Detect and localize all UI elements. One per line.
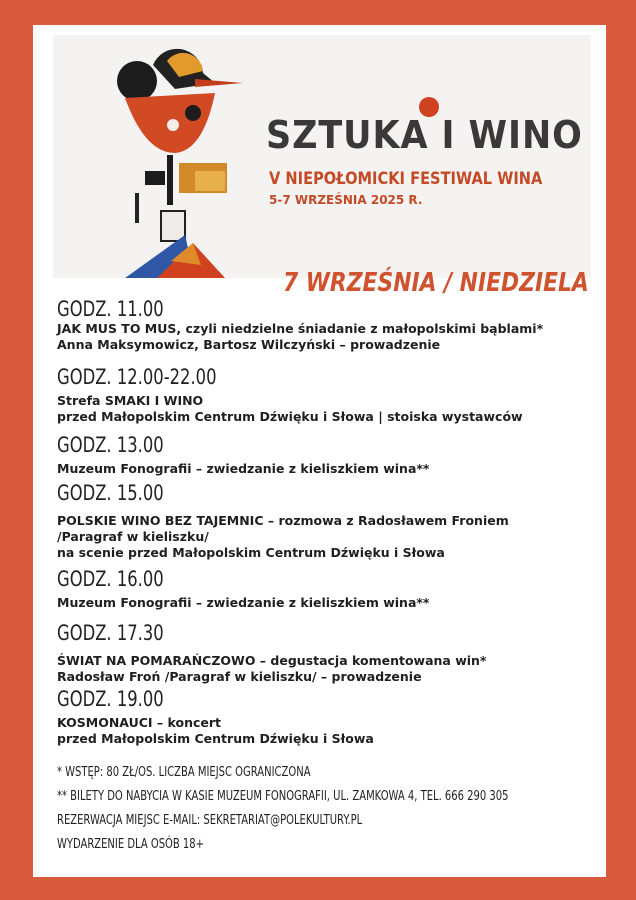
event-item xyxy=(57,297,543,353)
festival-title: SZTUKA I WINO xyxy=(266,113,583,157)
event-line: Anna Maksymowicz, Bartosz Wilczyński – prowadzenie xyxy=(57,337,441,352)
event-line: JAK MUS TO MUS, czyli niedzielne śniadanie z małopolskimi bąblami* xyxy=(57,321,544,336)
event-line: Strefa SMAKI I WINO xyxy=(57,393,204,408)
event-line: Muzeum Fonografii – zwiedzanie z kieliszkiem wina** xyxy=(57,595,430,610)
footnote-entry: * WSTĘP: 80 ZŁ/OS. LICZBA MIEJSC OGRANICZONA xyxy=(57,764,311,780)
footnote-tickets: ** BILETY DO NABYCIA W KASIE MUZEUM FONOGRAFII, UL. ZAMKOWA 4, TEL. 666 290 305 xyxy=(57,788,509,804)
event-item xyxy=(57,433,429,477)
event-line: Radosław Froń /Paragraf w kieliszku/ – prowadzenie xyxy=(57,669,422,684)
event-item xyxy=(57,567,429,611)
event-time: GODZ. 15.00 xyxy=(57,481,164,505)
festival-artwork-icon xyxy=(75,43,245,288)
poster-sheet xyxy=(33,25,606,877)
event-time: GODZ. 11.00 xyxy=(57,297,164,321)
event-item xyxy=(57,621,486,685)
event-line: KOSMONAUCI – koncert xyxy=(57,715,221,730)
event-time: GODZ. 17.30 xyxy=(57,621,164,645)
footnote-reservation: REZERWACJA MIEJSC E-MAIL: SEKRETARIAT@POLEKULTURY.PL xyxy=(57,812,363,828)
day-heading: 7 WRZEŚNIA / NIEDZIELA xyxy=(283,268,589,298)
event-line: przed Małopolskim Centrum Dźwięku i Słowa | stoiska wystawców xyxy=(57,409,523,424)
event-line: ŚWIAT NA POMARAŃCZOWO – degustacja komentowana win* xyxy=(57,653,487,668)
festival-subtitle: V NIEPOŁOMICKI FESTIWAL WINA xyxy=(269,169,543,189)
event-line: na scenie przed Małopolskim Centrum Dźwięku i Słowa xyxy=(57,545,445,560)
event-line: Muzeum Fonografii – zwiedzanie z kieliszkiem wina** xyxy=(57,461,430,476)
footnotes xyxy=(57,760,636,856)
festival-dates: 5-7 WRZEŚNIA 2025 R. xyxy=(269,193,423,207)
event-time: GODZ. 16.00 xyxy=(57,567,164,591)
event-item xyxy=(57,481,509,561)
event-time: GODZ. 13.00 xyxy=(57,433,164,457)
event-line: przed Małopolskim Centrum Dźwięku i Słowa xyxy=(57,731,374,746)
event-line: /Paragraf w kieliszku/ xyxy=(57,529,209,544)
event-item xyxy=(57,365,523,425)
event-time: GODZ. 12.00-22.00 xyxy=(57,365,217,389)
event-time: GODZ. 19.00 xyxy=(57,687,164,711)
footnote-age: WYDARZENIE DLA OSÓB 18+ xyxy=(57,836,205,852)
event-line: POLSKIE WINO BEZ TAJEMNIC – rozmowa z Radosławem Froniem xyxy=(57,513,509,528)
event-item xyxy=(57,687,374,747)
